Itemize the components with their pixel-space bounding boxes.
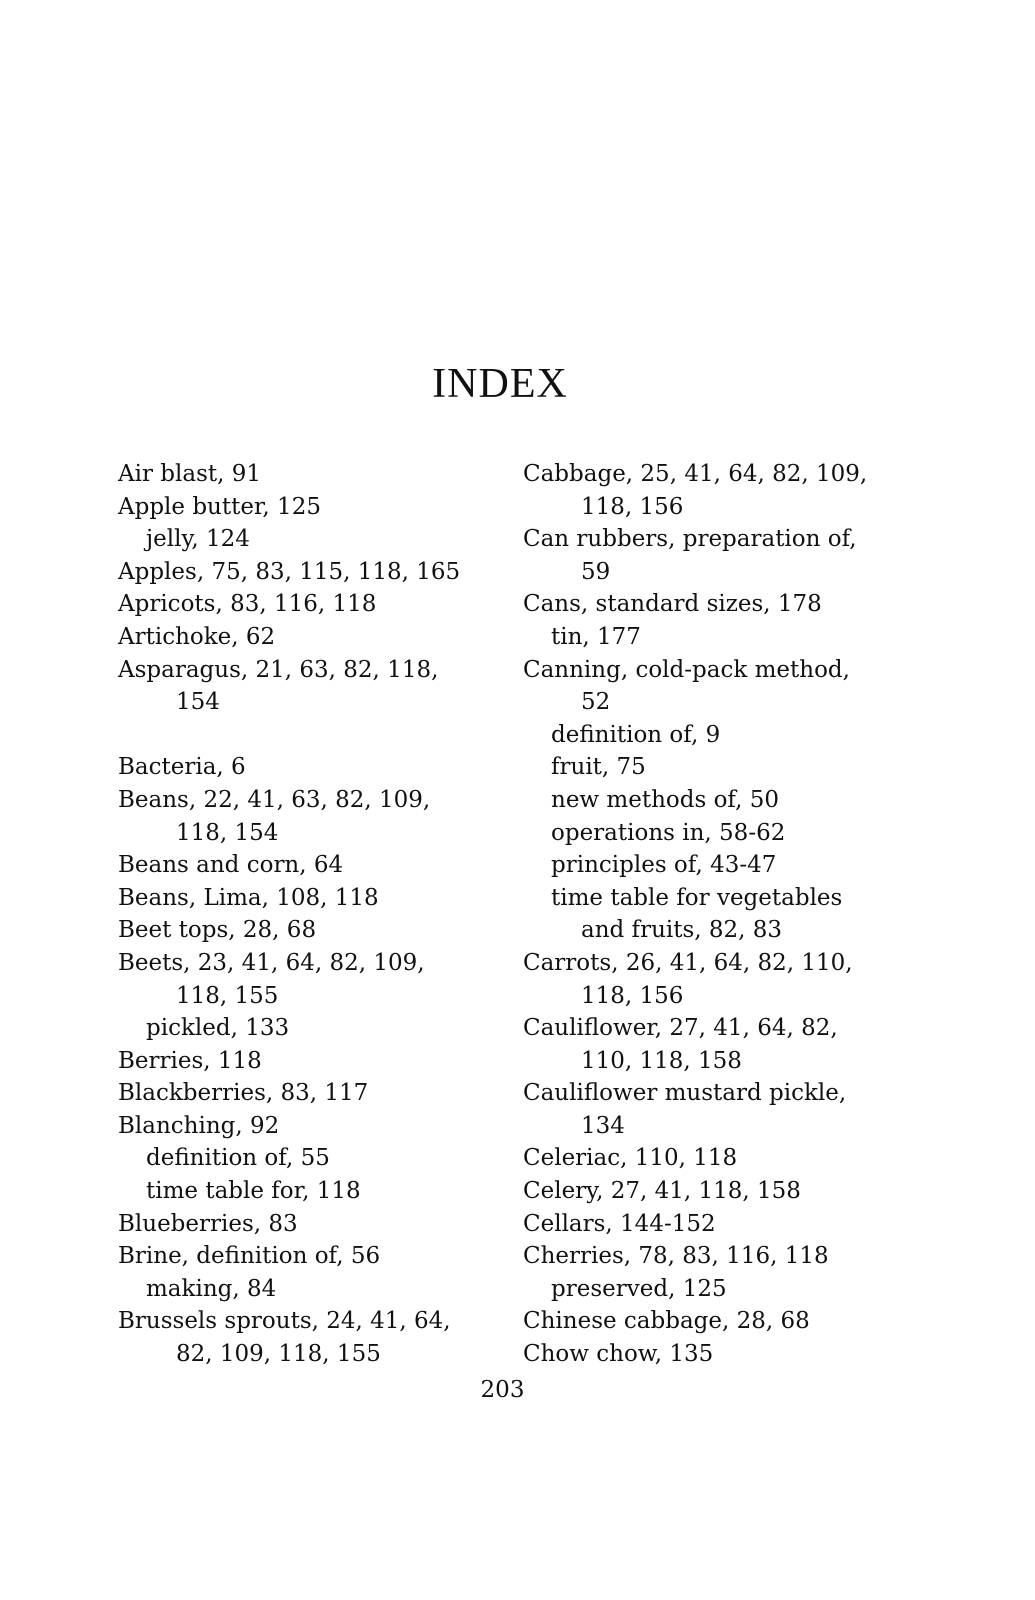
index-entry: jelly, 124 (146, 526, 250, 553)
index-entry: Carrots, 26, 41, 64, 82, 110, (523, 949, 853, 976)
index-column-right (523, 458, 895, 1371)
index-entry: 118, 156 (581, 493, 684, 520)
index-entry: Chow chow, 135 (523, 1341, 714, 1368)
index-entry: Berries, 118 (118, 1047, 262, 1074)
index-entry: definition of, 55 (146, 1145, 330, 1172)
index-spacer (118, 719, 488, 752)
index-entry: Cherries, 78, 83, 116, 118 (523, 1243, 829, 1270)
index-entry: Brussels sprouts, 24, 41, 64, (118, 1308, 451, 1335)
index-entry: 52 (581, 689, 611, 716)
index-entry: Artichoke, 62 (118, 623, 276, 650)
index-entry: Bacteria, 6 (118, 754, 246, 781)
index-entry: 154 (176, 689, 220, 716)
index-entry: Celeriac, 110, 118 (523, 1145, 738, 1172)
index-entry: Cans, standard sizes, 178 (523, 591, 822, 618)
index-entry: 134 (581, 1112, 625, 1139)
index-entry: Cellars, 144-152 (523, 1210, 716, 1237)
index-entry: 118, 154 (176, 819, 279, 846)
index-entry: making, 84 (146, 1275, 277, 1302)
index-entry: Blackberries, 83, 117 (118, 1080, 369, 1107)
index-entry: Cauliflower mustard pickle, (523, 1080, 847, 1107)
index-entry: new methods of, 50 (551, 786, 780, 813)
index-entry: 110, 118, 158 (581, 1047, 742, 1074)
index-entry: Cauliflower, 27, 41, 64, 82, (523, 1015, 838, 1042)
index-column-left (118, 458, 488, 1371)
index-entry: Canning, cold-pack method, (523, 656, 850, 683)
index-entry: Apples, 75, 83, 115, 118, 165 (118, 558, 461, 585)
index-entry: time table for vegetables (551, 884, 843, 911)
index-entry: Beet tops, 28, 68 (118, 917, 317, 944)
index-entry: Asparagus, 21, 63, 82, 118, (118, 656, 439, 683)
index-entry: Blueberries, 83 (118, 1210, 298, 1237)
index-entry: Air blast, 91 (118, 461, 261, 487)
index-entry: and fruits, 82, 83 (581, 917, 783, 944)
index-entry: Beans, Lima, 108, 118 (118, 884, 379, 911)
page-title: INDEX (432, 361, 568, 407)
index-entry: Can rubbers, preparation of, (523, 526, 857, 553)
index-entry: time table for, 118 (146, 1178, 361, 1205)
index-entry: Apricots, 83, 116, 118 (118, 591, 377, 618)
index-entry: definition of, 9 (551, 721, 721, 748)
index-entry: operations in, 58-62 (551, 819, 786, 846)
index-entry: Apple butter, 125 (118, 493, 321, 520)
index-entry: 59 (581, 558, 611, 585)
index-entry: Brine, definition of, 56 (118, 1243, 381, 1270)
index-entry: 118, 156 (581, 982, 684, 1009)
index-entry: Beans, 22, 41, 63, 82, 109, (118, 786, 431, 813)
page-number: 203 (480, 1377, 525, 1403)
index-entry: 82, 109, 118, 155 (176, 1341, 381, 1368)
index-entry: Beans and corn, 64 (118, 852, 344, 879)
index-entry: principles of, 43-47 (551, 852, 777, 879)
index-entry: Celery, 27, 41, 118, 158 (523, 1178, 801, 1205)
index-entry: pickled, 133 (146, 1015, 290, 1042)
index-entry: preserved, 125 (551, 1275, 727, 1302)
index-entry: Beets, 23, 41, 64, 82, 109, (118, 949, 425, 976)
index-entry: 118, 155 (176, 982, 279, 1009)
index-entry: Cabbage, 25, 41, 64, 82, 109, (523, 461, 868, 487)
index-entry: fruit, 75 (551, 754, 646, 781)
index-entry: Chinese cabbage, 28, 68 (523, 1308, 810, 1335)
index-entry: Blanching, 92 (118, 1112, 280, 1139)
index-entry: tin, 177 (551, 623, 641, 650)
